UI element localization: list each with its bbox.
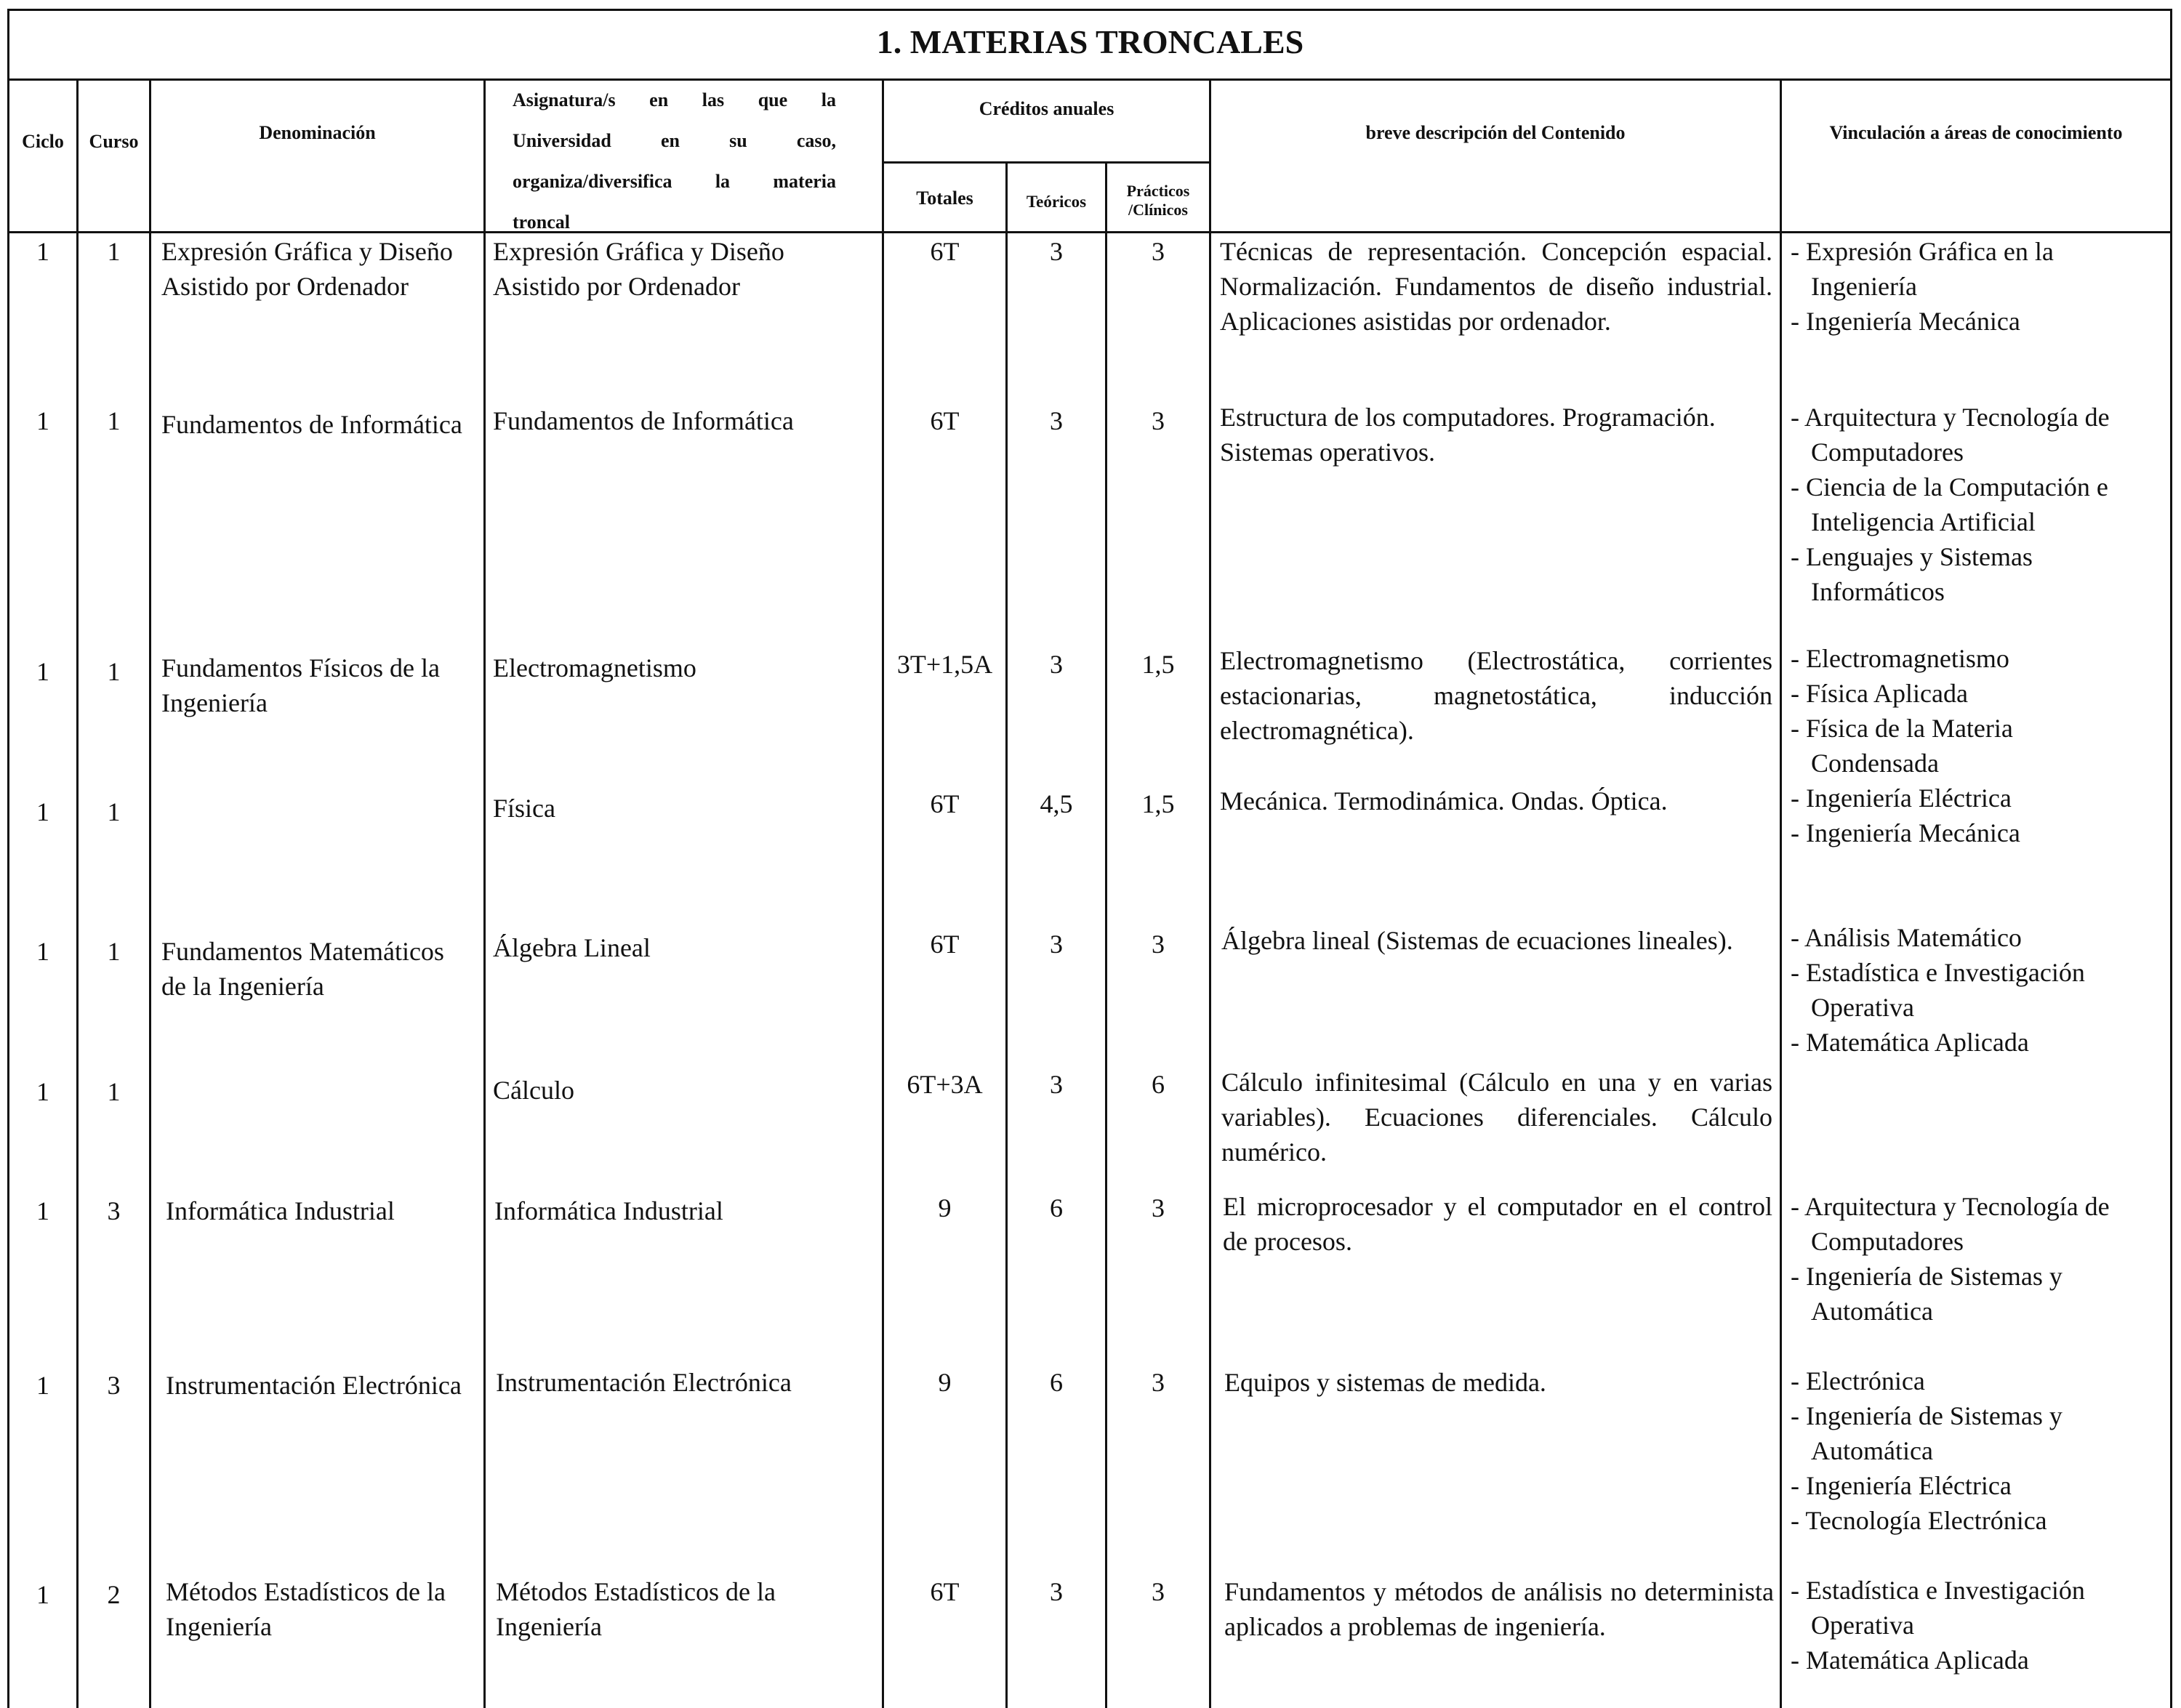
cell-ciclo: 1 <box>36 1196 49 1225</box>
cell-asignatura: Expresión Gráfica y Diseño Asistido por Ordenador <box>493 237 784 301</box>
header-asignatura-line2: Universidad en su caso, <box>513 130 836 151</box>
cell-descripcion: Equipos y sistemas de medida. <box>1224 1368 1546 1397</box>
cell-totales: 6T <box>930 789 960 818</box>
creditos-divider <box>882 161 1209 164</box>
area-item: Automática <box>1811 1436 1933 1465</box>
cell-curso: 1 <box>107 1077 121 1106</box>
cell-totales: 9 <box>938 1368 952 1397</box>
header-asignatura <box>513 80 836 243</box>
area-item: - Estadística e Investigación <box>1791 1576 2085 1605</box>
frame-right-line <box>2170 9 2172 1708</box>
cell-descripcion: El microprocesador y el computador en el control de procesos. <box>1223 1192 1772 1256</box>
cell-totales: 6T <box>930 1577 960 1606</box>
area-item: - Estadística e Investigación <box>1791 958 2085 987</box>
area-item: - Electromagnetismo <box>1791 644 2009 673</box>
area-item: Condensada <box>1811 749 1939 778</box>
cell-teoricos: 3 <box>1050 1577 1063 1606</box>
cell-areas <box>1791 920 2169 1060</box>
cell-curso: 1 <box>107 657 121 686</box>
cell-areas <box>1791 1363 2169 1538</box>
area-item: - Ingeniería Eléctrica <box>1791 783 2012 813</box>
cell-curso: 1 <box>107 237 121 266</box>
area-item: - Arquitectura y Tecnología de <box>1791 1192 2110 1221</box>
area-item: Informáticos <box>1811 577 1945 606</box>
cell-denominacion: Fundamentos de Informática <box>161 410 462 439</box>
cell-asignatura: Álgebra Lineal <box>493 933 651 962</box>
cell-denominacion: Métodos Estadísticos de la Ingeniería <box>166 1577 446 1641</box>
cell-curso: 3 <box>107 1371 121 1400</box>
cell-teoricos: 3 <box>1050 406 1063 435</box>
area-item: - Ingeniería Mecánica <box>1791 307 2020 336</box>
area-item: - Ingeniería Mecánica <box>1791 818 2020 847</box>
cell-practicos: 3 <box>1152 237 1165 266</box>
cell-descripcion: Álgebra lineal (Sistemas de ecuaciones lineales). <box>1221 926 1733 955</box>
cell-denominacion: Instrumentación Electrónica <box>166 1371 462 1400</box>
header-teoricos: Teóricos <box>1026 193 1087 211</box>
cell-denominacion: Expresión Gráfica y Diseño Asistido por Ordenador <box>161 237 453 301</box>
cell-totales: 9 <box>938 1193 952 1222</box>
cell-teoricos: 3 <box>1050 650 1063 679</box>
area-item: Computadores <box>1811 1227 1964 1256</box>
cell-totales: 6T <box>930 406 960 435</box>
area-item: - Matemática Aplicada <box>1791 1645 2029 1675</box>
frame-top-line <box>7 9 2172 11</box>
area-item: - Física Aplicada <box>1791 679 1968 708</box>
area-item: - Lenguajes y Sistemas <box>1791 542 2033 571</box>
col-divider-curso <box>149 78 151 1708</box>
cell-asignatura: Instrumentación Electrónica <box>496 1368 792 1397</box>
cell-ciclo: 1 <box>36 1077 49 1106</box>
cell-practicos: 1,5 <box>1141 650 1175 679</box>
cell-denominacion: Fundamentos Físicos de la Ingeniería <box>161 653 440 717</box>
cell-areas <box>1791 234 2169 339</box>
area-item: - Análisis Matemático <box>1791 923 2022 952</box>
cell-descripcion: Fundamentos y métodos de análisis no determinista aplicados a problemas de ingeniería. <box>1224 1577 1774 1641</box>
cell-ciclo: 1 <box>36 406 49 435</box>
cell-ciclo: 1 <box>36 937 49 966</box>
header-creditos: Créditos anuales <box>979 98 1114 119</box>
area-item: Computadores <box>1811 438 1964 467</box>
cell-asignatura: Fundamentos de Informática <box>493 406 794 435</box>
cell-asignatura: Cálculo <box>493 1076 574 1105</box>
area-item: - Electrónica <box>1791 1366 1925 1395</box>
cell-practicos: 3 <box>1152 930 1165 959</box>
header-practicos <box>1107 182 1209 219</box>
cell-descripcion: Electromagnetismo (Electrostática, corrientes estacionarias, magnetostática, inducción electromagnética). <box>1220 646 1772 745</box>
cell-totales: 3T+1,5A <box>896 650 993 679</box>
header-practicos-line1: Prácticos <box>1126 182 1190 200</box>
cell-totales: 6T+3A <box>907 1070 983 1099</box>
cell-practicos: 3 <box>1152 1368 1165 1397</box>
area-item: - Arquitectura y Tecnología de <box>1791 403 2110 432</box>
area-item: - Física de la Materia <box>1791 714 2013 743</box>
header-practicos-line2: /Clínicos <box>1128 201 1188 219</box>
area-item: Ingeniería <box>1811 272 1917 301</box>
area-item: Operativa <box>1811 1611 1914 1640</box>
header-asignatura-line3: organiza/diversifica la materia <box>513 171 836 192</box>
cell-ciclo: 1 <box>36 797 49 826</box>
area-item: - Ingeniería Eléctrica <box>1791 1471 2012 1500</box>
cell-areas <box>1791 641 2169 850</box>
cell-ciclo: 1 <box>36 657 49 686</box>
cell-asignatura: Informática Industrial <box>494 1196 723 1225</box>
col-divider-denominacion <box>483 78 486 1708</box>
header-descripcion: breve descripción del Contenido <box>1365 122 1626 143</box>
header-asignatura-line4: troncal <box>513 212 570 233</box>
cell-teoricos: 3 <box>1050 237 1063 266</box>
cell-descripcion: Mecánica. Termodinámica. Ondas. Óptica. <box>1220 786 1668 815</box>
area-item: - Expresión Gráfica en la <box>1791 237 2054 266</box>
page-title: 1. MATERIAS TRONCALES <box>876 23 1304 60</box>
cell-teoricos: 3 <box>1050 930 1063 959</box>
cell-ciclo: 1 <box>36 237 49 266</box>
cell-asignatura: Métodos Estadísticos de la Ingeniería <box>496 1577 776 1641</box>
cell-areas <box>1791 1573 2169 1677</box>
area-item: - Tecnología Electrónica <box>1791 1506 2047 1535</box>
cell-curso: 2 <box>107 1580 121 1609</box>
cell-practicos: 6 <box>1152 1070 1165 1099</box>
cell-areas <box>1791 400 2169 609</box>
cell-practicos: 1,5 <box>1141 789 1175 818</box>
header-denominacion: Denominación <box>259 122 376 143</box>
header-totales: Totales <box>916 188 973 209</box>
area-item: Inteligencia Artificial <box>1811 507 2036 536</box>
cell-curso: 1 <box>107 937 121 966</box>
cell-descripcion: Estructura de los computadores. Programación. Sistemas operativos. <box>1220 403 1716 467</box>
area-item: - Ciencia de la Computación e <box>1791 472 2108 501</box>
cell-descripcion: Técnicas de representación. Concepción espacial. Normalización. Fundamentos de diseño industrial. Aplicaciones asistidas por ordenador. <box>1220 237 1772 336</box>
header-asignatura-line1: Asignatura/s en las que la <box>513 89 836 110</box>
cell-denominacion: Fundamentos Matemáticos de la Ingeniería <box>161 937 444 1001</box>
area-item: - Ingeniería de Sistemas y <box>1791 1262 2062 1291</box>
cell-curso: 1 <box>107 406 121 435</box>
area-item: - Matemática Aplicada <box>1791 1028 2029 1057</box>
header-vinculacion: Vinculación a áreas de conocimiento <box>1829 122 2123 143</box>
cell-teoricos: 4,5 <box>1040 789 1073 818</box>
cell-ciclo: 1 <box>36 1580 49 1609</box>
cell-teoricos: 6 <box>1050 1368 1063 1397</box>
cell-teoricos: 3 <box>1050 1070 1063 1099</box>
cell-teoricos: 6 <box>1050 1193 1063 1222</box>
cell-practicos: 3 <box>1152 1193 1165 1222</box>
header-ciclo: Ciclo <box>22 131 64 152</box>
cell-practicos: 3 <box>1152 1577 1165 1606</box>
cell-ciclo: 1 <box>36 1371 49 1400</box>
area-item: Operativa <box>1811 993 1914 1022</box>
cell-asignatura: Física <box>493 794 555 823</box>
cell-areas <box>1791 1189 2169 1329</box>
cell-descripcion: Cálculo infinitesimal (Cálculo en una y en varias variables). Ecuaciones diferenciales. Cálculo numérico. <box>1221 1068 1772 1167</box>
cell-denominacion: Informática Industrial <box>166 1196 395 1225</box>
cell-practicos: 3 <box>1152 406 1165 435</box>
col-divider-ciclo <box>76 78 79 1708</box>
header-curso: Curso <box>89 131 139 152</box>
header-bottom-line <box>7 231 2172 233</box>
col-divider-creditos <box>1209 78 1211 1708</box>
cell-totales: 6T <box>930 930 960 959</box>
col-divider-descripcion <box>1780 78 1782 1708</box>
cell-totales: 6T <box>930 237 960 266</box>
cell-curso: 3 <box>107 1196 121 1225</box>
area-item: Automática <box>1811 1297 1933 1326</box>
cell-curso: 1 <box>107 797 121 826</box>
cell-asignatura: Electromagnetismo <box>493 653 696 682</box>
area-item: - Ingeniería de Sistemas y <box>1791 1401 2062 1430</box>
title-divider <box>7 78 2172 81</box>
col-divider-asignatura <box>882 78 884 1708</box>
